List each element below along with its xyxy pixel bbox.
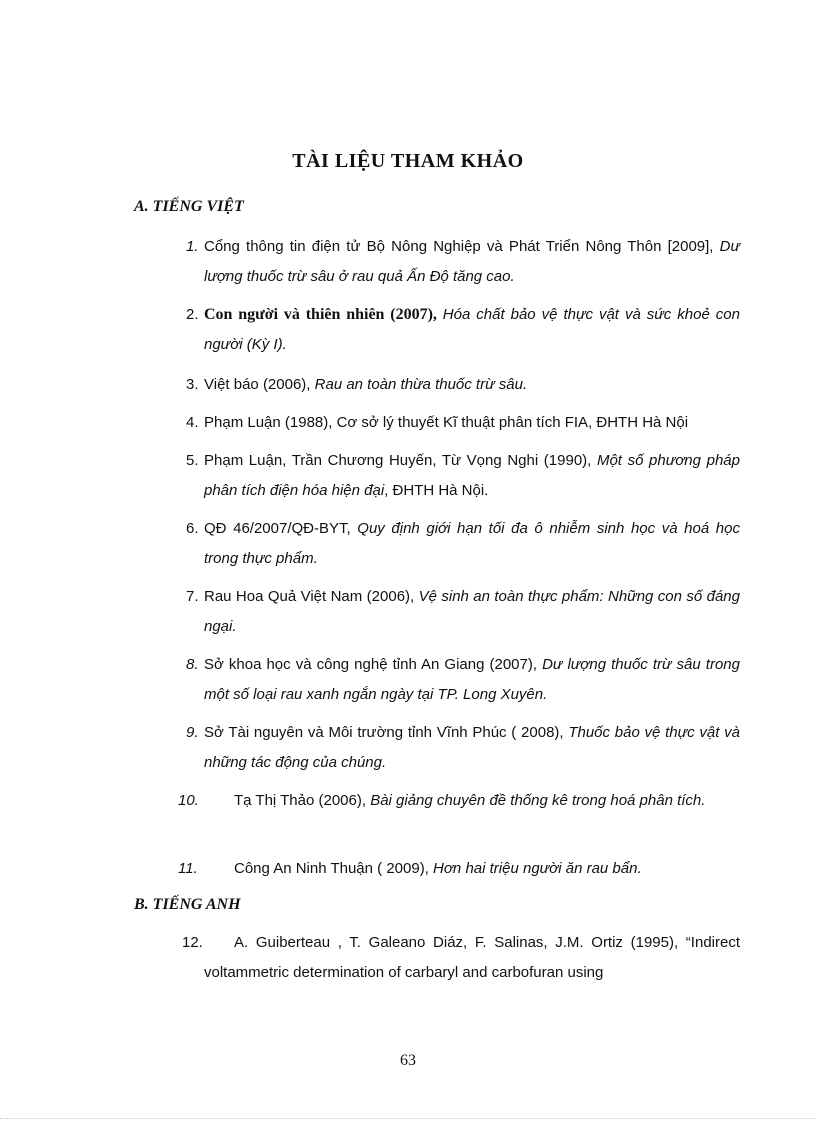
section-heading-vietnamese: A. TIẾNG VIỆT <box>134 198 244 215</box>
reference-number: 11. <box>178 860 198 877</box>
reference-text: A. Guiberteau , T. Galeano Diáz, F. Salinas, J.M. Ortiz (1995), “Indirect voltammetric determination of carbaryl and carbofuran using <box>204 934 740 981</box>
reference-text: Rau Hoa Quả Việt Nam (2006), <box>204 588 419 605</box>
reference-number: 1. <box>186 238 199 255</box>
reference-item <box>150 370 740 400</box>
reference-item <box>150 582 740 642</box>
reference-title: Rau an toàn thừa thuốc trừ sâu. <box>314 376 528 393</box>
reference-title: Hóa chất bảo vệ thực vật và sức khoẻ con người (Kỳ I). <box>204 306 740 353</box>
reference-title: Dư lượng thuốc trừ sâu trong một số loại rau xanh ngắn ngày tại TP. Long Xuyên. <box>204 656 740 703</box>
reference-text: Phạm Luận (1988), Cơ sở lý thuyết Kĩ thuật phân tích FIA, ĐHTH Hà Nội <box>204 414 689 431</box>
reference-text: Tạ Thị Thảo (2006), <box>234 792 371 809</box>
reference-title: Thuốc bảo vệ thực vật và những tác động của chúng. <box>204 724 740 771</box>
reference-title: Quy định giới hạn tối đa ô nhiễm sinh học và hoá học trong thực phẩm. <box>204 520 740 567</box>
reference-title: Hơn hai triệu người ăn rau bẩn. <box>433 860 642 877</box>
reference-item <box>150 786 740 816</box>
reference-number: 8. <box>186 656 199 673</box>
reference-text: Phạm Luận, Trần Chương Huyến, Từ Vọng Nghi (1990), <box>204 452 597 469</box>
reference-item <box>182 928 740 988</box>
page-title: TÀI LIỆU THAM KHẢO <box>292 150 524 172</box>
reference-number: 12. <box>182 934 203 951</box>
reference-text: QĐ 46/2007/QĐ-BYT, <box>204 520 358 537</box>
reference-item <box>150 718 740 778</box>
reference-item <box>150 446 740 506</box>
reference-item <box>150 650 740 710</box>
reference-number: 2. <box>186 306 199 323</box>
reference-number: 10. <box>178 792 199 809</box>
reference-number: 4. <box>186 414 199 431</box>
reference-text: Cổng thông tin điện tử Bộ Nông Nghiệp và Phát Triển Nông Thôn [2009], <box>204 238 720 255</box>
reference-title: Vệ sinh an toàn thực phẩm: Những con số đáng ngại. <box>204 588 740 635</box>
page-number: 63 <box>400 1052 416 1069</box>
reference-number: 9. <box>186 724 199 741</box>
reference-title: Một số phương pháp phân tích điện hóa hiện đại <box>204 452 740 499</box>
page-bottom-border <box>0 1118 816 1119</box>
reference-text: Sở khoa học và công nghệ tỉnh An Giang (2007), <box>204 656 543 673</box>
reference-item <box>150 300 740 360</box>
reference-text: Việt báo (2006), <box>204 376 315 393</box>
reference-text: Con người và thiên nhiên (2007), <box>204 306 443 323</box>
reference-title: Dư lượng thuốc trừ sâu ở rau quả Ấn Độ tăng cao. <box>204 238 740 285</box>
reference-text: Công An Ninh Thuận ( 2009), <box>234 860 434 877</box>
reference-item <box>150 232 740 292</box>
section-heading-english: B. TIẾNG ANH <box>134 896 241 913</box>
reference-tail: , ĐHTH Hà Nội. <box>384 482 489 499</box>
reference-item <box>150 854 740 884</box>
reference-number: 5. <box>186 452 199 469</box>
reference-item <box>150 514 740 574</box>
reference-item <box>150 408 740 438</box>
reference-text: Sở Tài nguyên và Môi trường tỉnh Vĩnh Phúc ( 2008), <box>204 724 569 741</box>
reference-number: 6. <box>186 520 199 537</box>
reference-number: 3. <box>186 376 199 393</box>
reference-number: 7. <box>186 588 199 605</box>
reference-title: Bài giảng chuyên đề thống kê trong hoá phân tích. <box>370 792 706 809</box>
